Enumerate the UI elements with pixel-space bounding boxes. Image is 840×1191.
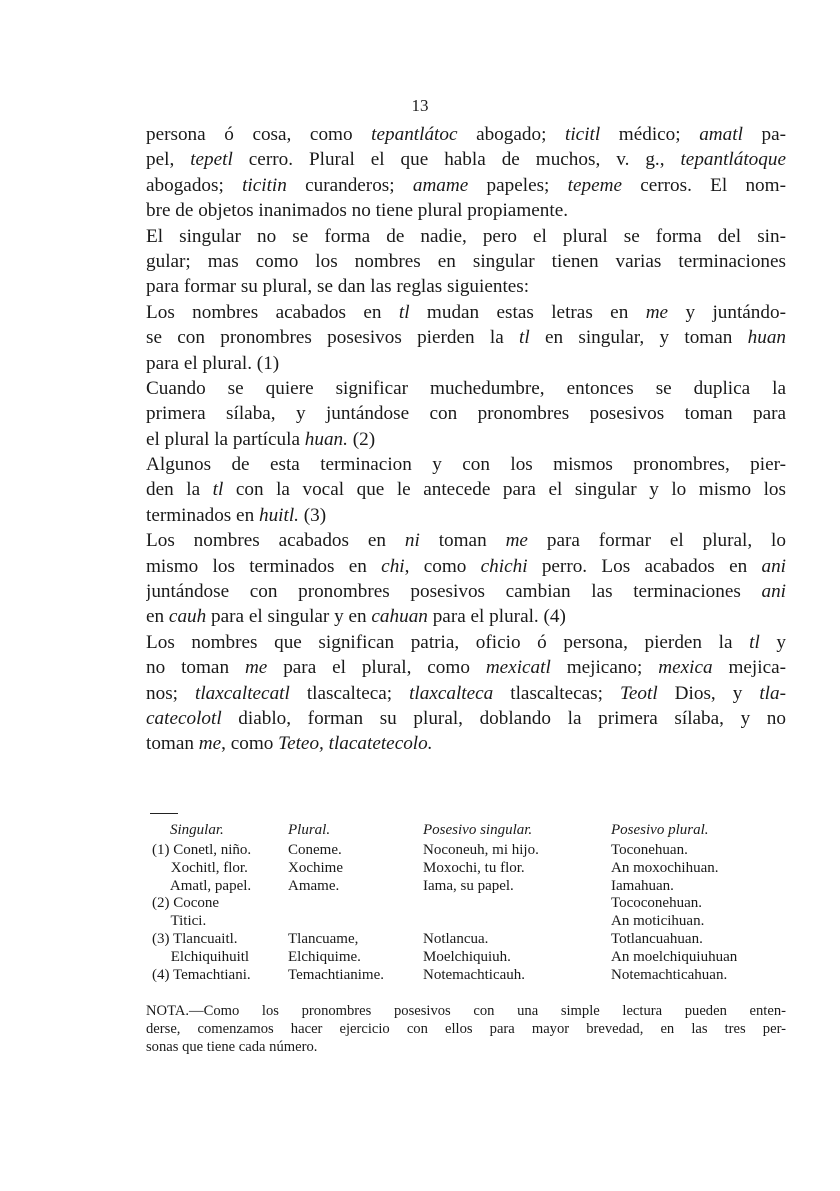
table-cell: Iama, su papel. [423,877,514,894]
table-cell: Notemachticahuan. [611,966,728,983]
table-cell: Elchiquime. [288,948,361,965]
italic-term: cauh [168,606,207,628]
text-segment: el plural la partícula [146,428,305,450]
text-line [146,401,786,426]
table-cell: Notemachticauh. [423,966,526,983]
body-text [146,122,786,757]
text-segment: en [146,606,169,628]
text-segment: tlascalteca; [289,682,410,704]
italic-term: me [198,733,222,755]
text-segment: diablo, forman su plural, doblando la primera sílaba, y no [221,707,786,729]
italic-term: huan. [304,428,348,450]
table-cell: Tococonehuan. [611,895,702,912]
italic-term: tepantlátoque [680,149,786,171]
italic-term: chi [381,555,405,577]
text-segment: papeles; [468,174,568,196]
text-segment: Algunos de esta terminacion y con los mismos pronombres, pier- [146,454,786,476]
text-segment: se con pronombres posesivos pierden la [146,327,520,349]
table-cell: Notlancua. [423,930,489,947]
text-line [146,300,786,325]
text-segment: tlascaltecas; [493,682,620,704]
italic-term: tl [398,301,410,323]
table-cell: (3) Tlancuaitl. [152,930,238,947]
text-segment: no toman [146,657,245,679]
text-segment: den la [146,479,213,501]
italic-term: ani [761,555,786,577]
text-line [146,706,786,731]
italic-term: ni [404,530,420,552]
text-line [146,122,786,147]
text-segment: mejica- [712,657,786,679]
text-segment: para el singular y en [206,606,372,628]
table-cell: (2) Cocone [152,895,220,912]
table-cell: Elchiquihuitl [152,948,250,965]
text-line [146,452,786,477]
table-cell [423,913,611,931]
text-segment: Los nombres acabados en [146,301,399,323]
table-cell: (1) Conetl, niño. [152,842,252,858]
text-line [146,224,786,249]
table-cell: An moxochihuan. [611,859,719,876]
italic-term: ticitin [242,174,287,196]
text-segment: primera sílaba, y juntándose con pronombres posesivos toman para [146,403,786,425]
text-segment: toman [146,733,199,755]
italic-term: tl [212,479,224,501]
text-segment: (3) [298,504,327,526]
italic-term: me [505,530,528,552]
text-segment: cerro. Plural el que habla de muchos, v. g., [232,149,681,171]
text-line [146,681,786,706]
italic-term: tl [519,327,530,349]
italic-term: cahuan [371,606,428,628]
text-segment: El singular no se forma de nadie, pero el plural se forma del sin- [146,225,786,247]
text-segment: Cuando se quiere significar muchedumbre, entonces se duplica la [146,377,786,399]
italic-term: amatl [699,124,743,145]
table-cell: Amatl, papel. [152,877,252,894]
text-segment: abogados; [146,174,243,196]
italic-term: tepeme [567,174,622,196]
text-line [146,1038,786,1056]
italic-term: catecolotl [146,707,222,729]
text-line [146,630,786,655]
text-line [146,477,786,502]
text-segment: con la vocal que le antecede para el singular y lo mismo los [223,479,786,501]
text-segment: para el plural, como [267,657,486,679]
text-segment: curanderos; [286,174,413,196]
italic-term: tepetl [190,149,233,171]
table-cell: An moelchiquiuhuan [611,948,738,965]
text-segment: (2) [347,428,376,450]
text-segment: , como [221,733,279,755]
italic-term: huan [747,327,786,349]
text-segment: médico; [600,124,700,145]
text-line [146,351,786,376]
italic-term: Teotl [619,682,658,704]
table-cell [288,913,423,931]
table-cell: Noconeuh, mi hijo. [423,842,539,858]
italic-term: ani [761,581,786,603]
italic-term: tla- [759,682,786,704]
table-cell: An moticihuan. [611,913,705,930]
text-line [146,655,786,680]
table-row [152,895,792,913]
text-line [146,376,786,401]
text-segment: y [759,631,786,653]
noun-declension-table [152,820,792,984]
text-segment: terminados en [146,504,259,526]
text-segment: mudan estas letras en [409,301,646,323]
italic-term: mexicatl [485,657,551,679]
text-segment: sonas que tiene cada número. [146,1039,318,1055]
text-segment: cerros. El nom- [621,174,786,196]
column-header: Plural. [288,822,331,839]
table-cell: (4) Temachtiani. [152,966,251,983]
text-segment: para formar el plural, lo [527,530,786,552]
section-divider [150,813,178,814]
text-line [146,173,786,198]
text-segment: , como [404,555,481,577]
text-line [146,604,786,629]
text-line [146,325,786,350]
nota-paragraph [146,1002,786,1056]
text-segment: para el plural. (1) [146,352,280,374]
text-segment: mismo los terminados en [146,555,382,577]
text-segment: perro. Los acabados en [527,555,762,577]
text-segment: bre de objetos inanimados no tiene plural propiamente. [146,200,569,222]
text-line [146,731,786,756]
table-row [152,878,792,896]
text-line [146,198,786,223]
table-cell: Tlancuame, [288,930,359,947]
text-segment: persona ó cosa, como [146,124,372,145]
text-segment: Dios, y [657,682,760,704]
text-segment: derse, comenzamos hacer ejercicio con ellos para mayor brevedad, en las tres per- [146,1021,786,1037]
text-segment: mejicano; [550,657,659,679]
text-segment: Los nombres acabados en [146,530,405,552]
table-cell: Xochitl, flor. [152,859,248,876]
table-header-row [152,820,792,842]
column-header: Posesivo plural. [611,822,709,839]
italic-term: amame [412,174,469,196]
table-cell [423,895,611,913]
table-cell: Iamahuan. [611,877,674,894]
table-row [152,842,792,860]
text-segment: Los nombres que significan patria, oficio ó persona, pierden la [146,631,750,653]
text-segment: NOTA.—Como los pronombres posesivos con una simple lectura pueden enten- [146,1003,786,1019]
table-cell: Moxochi, tu flor. [423,859,525,876]
text-line [146,147,786,172]
text-line [146,1020,786,1038]
table-cell: Titici. [152,913,207,930]
text-segment: para formar su plural, se dan las reglas siguientes: [146,276,530,298]
text-segment: abogado; [457,124,566,145]
italic-term: tlaxcaltecatl [195,682,290,704]
text-segment: toman [419,530,506,552]
italic-term: chichi [480,555,528,577]
text-line [146,528,786,553]
italic-term: Teteo, tlacatetecolo. [278,733,433,755]
italic-term: me [645,301,669,323]
text-line [146,554,786,579]
text-line [146,249,786,274]
italic-term: tepantlátoc [371,124,458,145]
text-line [146,427,786,452]
table-cell: Coneme. [288,842,342,858]
italic-term: huitl. [258,504,299,526]
column-header: Singular. [170,822,224,839]
table-row [152,913,792,931]
table-cell: Amame. [288,877,340,894]
text-line [146,579,786,604]
text-segment: juntándose con pronombres posesivos cambian las terminaciones [146,581,762,603]
table-cell [288,895,423,913]
table-row [152,860,792,878]
text-segment: pa- [742,124,786,145]
column-header: Posesivo singular. [423,822,533,839]
table-cell: Toconehuan. [611,842,688,858]
text-segment: y juntándo- [668,301,786,323]
table-cell: Temachtianime. [288,966,384,983]
page-number: 13 [411,96,429,115]
table-cell: Moelchiquiuh. [423,948,511,965]
text-line [146,1002,786,1020]
text-segment: nos; [146,682,195,704]
text-segment: en singular, y toman [529,327,748,349]
italic-term: tlaxcalteca [409,682,494,704]
text-line [146,274,786,299]
table-row [152,967,792,985]
italic-term: mexica [658,657,713,679]
text-line [146,503,786,528]
table-cell: Xochime [288,859,343,876]
italic-term: ticitl [565,124,601,145]
text-segment: gular; mas como los nombres en singular tienen varias terminaciones [146,250,786,272]
text-segment: pel, [146,149,191,171]
table-row [152,931,792,949]
table-row [152,949,792,967]
italic-term: me [244,657,268,679]
italic-term: tl [749,631,760,653]
text-segment: para el plural. (4) [427,606,566,628]
table-cell: Totlancuahuan. [611,930,703,947]
